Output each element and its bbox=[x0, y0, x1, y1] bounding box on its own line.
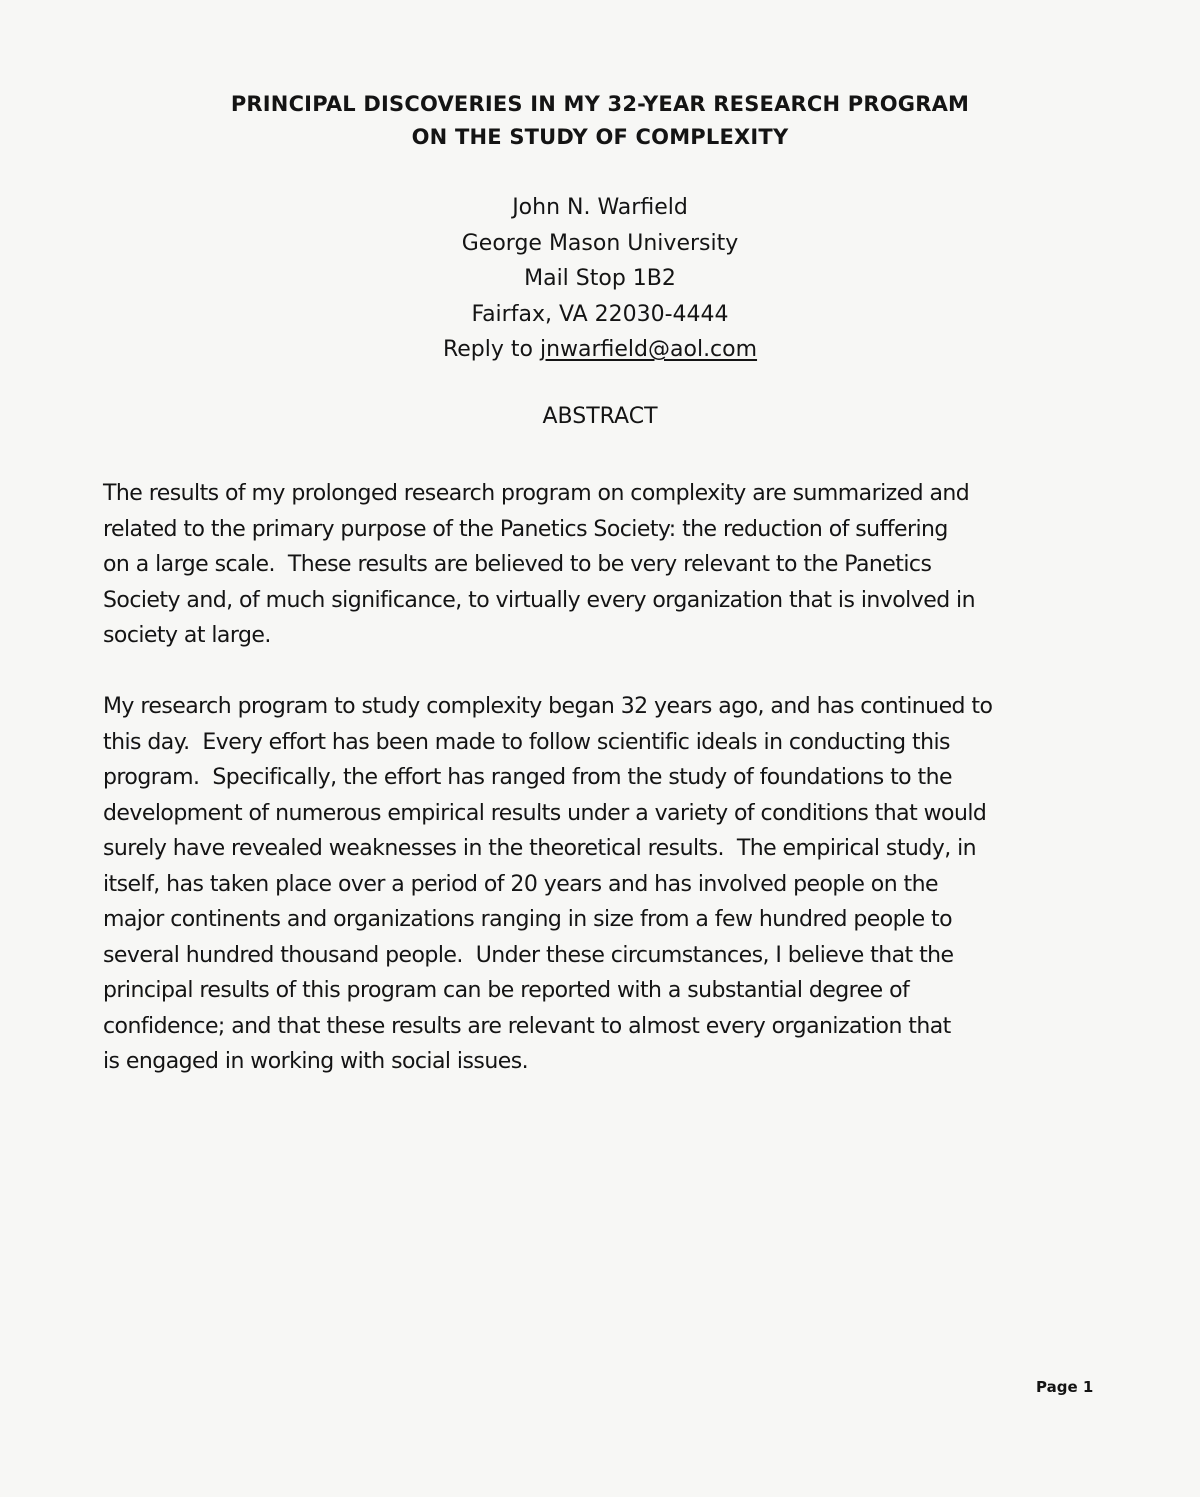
page-number: Page 1 bbox=[1036, 1378, 1094, 1396]
abstract-paragraph-2 bbox=[103, 689, 1103, 1080]
paragraph-line: Society and, of much significance, to virtually every organization that is involved in bbox=[103, 587, 976, 613]
paragraph-line: major continents and organizations ranging in size from a few hundred people to bbox=[103, 907, 953, 932]
author-block bbox=[0, 190, 1200, 368]
paragraph-line: on a large scale. These results are believed to be very relevant to the Panetics bbox=[103, 552, 932, 577]
paragraph-line: principal results of this program can be reported with a substantial degree of bbox=[103, 978, 910, 1003]
paragraph-line: program. Specifically, the effort has ranged from the study of foundations to the bbox=[103, 765, 952, 790]
paragraph-line: several hundred thousand people. Under these circumstances, I believe that the bbox=[103, 942, 954, 968]
abstract-paragraph-1 bbox=[103, 476, 1103, 654]
reply-prefix: Reply to bbox=[442, 337, 540, 362]
document-title bbox=[0, 88, 1200, 154]
paragraph-line: is engaged in working with social issues. bbox=[103, 1049, 529, 1074]
paragraph-line: society at large. bbox=[103, 623, 271, 648]
author-email-link[interactable]: jnwarfield@aol.com bbox=[539, 337, 758, 362]
title-line: PRINCIPAL DISCOVERIES IN MY 32-YEAR RESEARCH PROGRAM bbox=[230, 92, 970, 116]
author-city: Fairfax, VA 22030-4444 bbox=[471, 301, 729, 327]
paragraph-line: this day. Every effort has been made to follow scientific ideals in conducting this bbox=[103, 729, 950, 755]
author-name: John N. Warfield bbox=[512, 195, 688, 220]
title-line: ON THE STUDY OF COMPLEXITY bbox=[411, 125, 789, 149]
author-mail-stop: Mail Stop 1B2 bbox=[524, 266, 676, 291]
author-affiliation: George Mason University bbox=[461, 230, 739, 256]
paragraph-line: surely have revealed weaknesses in the theoretical results. The empirical study, in bbox=[103, 836, 977, 861]
paragraph-line: My research program to study complexity began 32 years ago, and has continued to bbox=[103, 694, 993, 719]
paragraph-line: itself, has taken place over a period of 20 years and has involved people on the bbox=[103, 871, 938, 897]
paragraph-line: development of numerous empirical results under a variety of conditions that would bbox=[103, 800, 987, 826]
paragraph-line: confidence; and that these results are relevant to almost every organization that bbox=[103, 1013, 951, 1039]
paragraph-line: related to the primary purpose of the Panetics Society: the reduction of suffering bbox=[103, 516, 948, 542]
abstract-heading: ABSTRACT bbox=[542, 404, 658, 429]
author-reply-line bbox=[0, 332, 1200, 368]
paragraph-line: The results of my prolonged research program on complexity are summarized and bbox=[103, 481, 970, 506]
